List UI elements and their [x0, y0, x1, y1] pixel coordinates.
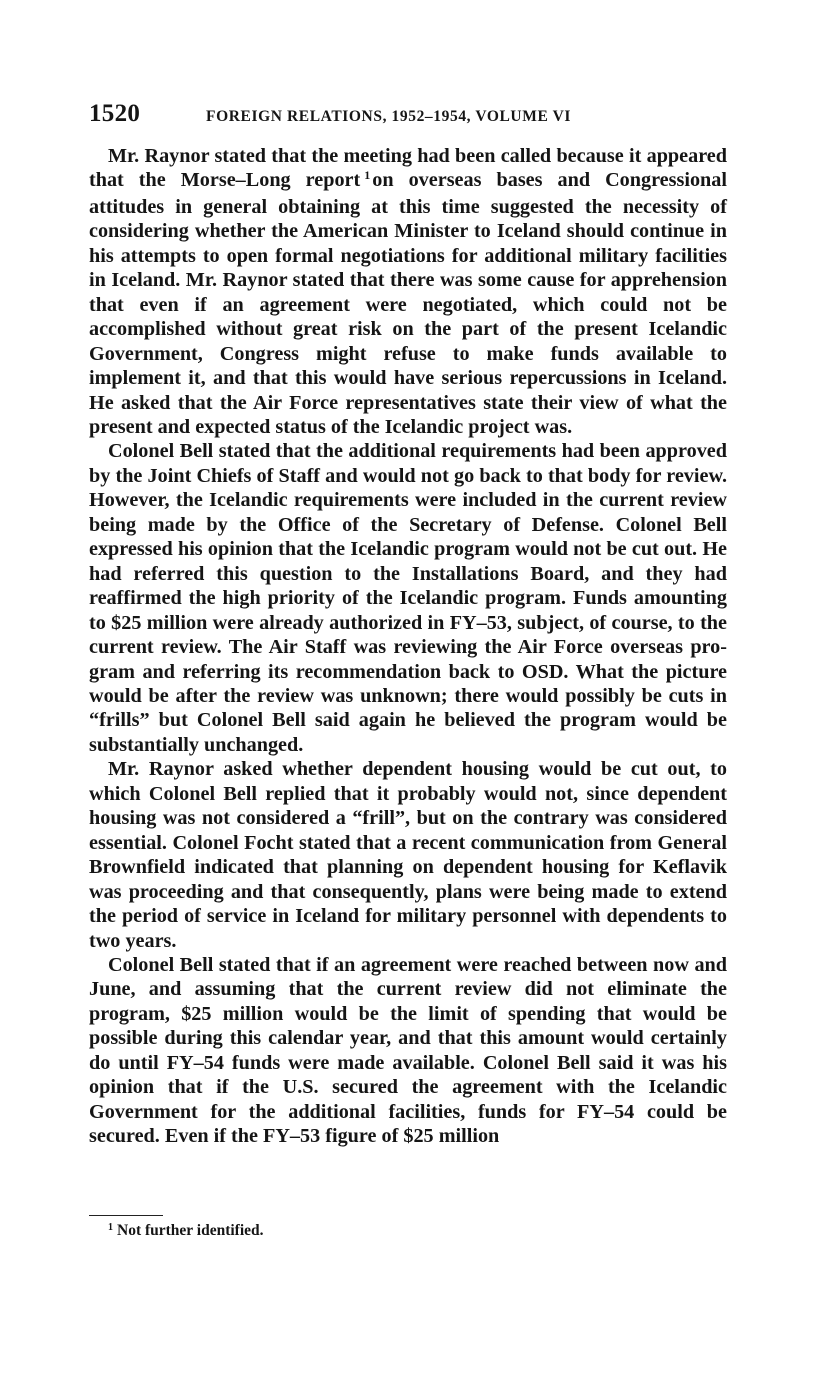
running-head-title: FOREIGN RELATIONS, 1952–1954, VOLUME VI: [206, 108, 571, 125]
footnote: [108, 1222, 264, 1240]
body-text: [89, 144, 727, 1149]
document-page: [89, 100, 727, 1149]
paragraph-1: [89, 144, 727, 439]
footnote-mark: 1: [108, 1222, 113, 1233]
paragraph-1-text-end: on overseas bases and Congressional attitudes in general obtaining at this time suggested the necessity of considering whether the American Minister to Iceland should continue in his attempts to open formal negotiations for additional military facilities in Iceland. Mr. Raynor stated that there was some cause for apprehension that even if an agreement were negotiated, which could not be accomplished without great risk on the part of the present Icelandic Government, Congress might refuse to make funds available to implement it, and that this would have serious repercussions in Iceland. He asked that the Air Force representatives state their view of what the present and expected status of the Icelandic project was.: [89, 169, 727, 438]
page-number: 1520: [89, 100, 141, 127]
paragraph-4: Colonel Bell stated that if an agreement were reached between now and June, and assuming that the current review did not eliminate the program, $25 million would be the limit of spending that would be possible during this calendar year, and that this amount would certainly do until FY–54 funds were made available. Colonel Bell said it was his opinion that if the U.S. secured the agreement with the Icelandic Government for the additional facilities, funds for FY–54 could be secured. Even if the FY–53 figure of $25 million: [89, 953, 727, 1148]
footnote-divider: [89, 1215, 163, 1216]
footnote-reference: 1: [364, 168, 371, 183]
paragraph-3: Mr. Raynor asked whether dependent housing would be cut out, to which Colonel Bell replied that it probably would not, since dependent housing was not considered a “frill”, but on the contrary was considered essential. Colonel Focht stated that a recent communication from General Brownfield indicated that planning on dependent housing for Keflavik was proceeding and that consequently, plans were being made to extend the period of service in Iceland for military personnel with dependents to two years.: [89, 758, 727, 952]
running-head: [89, 100, 727, 144]
footnote-text: Not further identified.: [117, 1222, 264, 1239]
paragraph-1-text-start: Mr. Raynor stated that the meeting had been called because it appeared that the Morse–Long report: [89, 145, 727, 192]
paragraph-2: Colonel Bell stated that the additional requirements had been approved by the Joint Chiefs of Staff and would not go back to that body for review. However, the Icelandic requirements were included in the current review being made by the Office of the Secretary of Defense. Colonel Bell expressed his opinion that the Icelandic program would not be cut out. He had referred this question to the Installations Board, and they had reaffirmed the high priority of the Icelandic program. Funds amounting to $25 million were already authorized in FY–53, subject, of course, to the current review. The Air Staff was reviewing the Air Force overseas program and referring its recommendation back to OSD. What the picture would be after the review was unknown; there would possibly be cuts in “frills” but Colonel Bell said again he believed the program would be substantially unchanged.: [89, 440, 727, 756]
